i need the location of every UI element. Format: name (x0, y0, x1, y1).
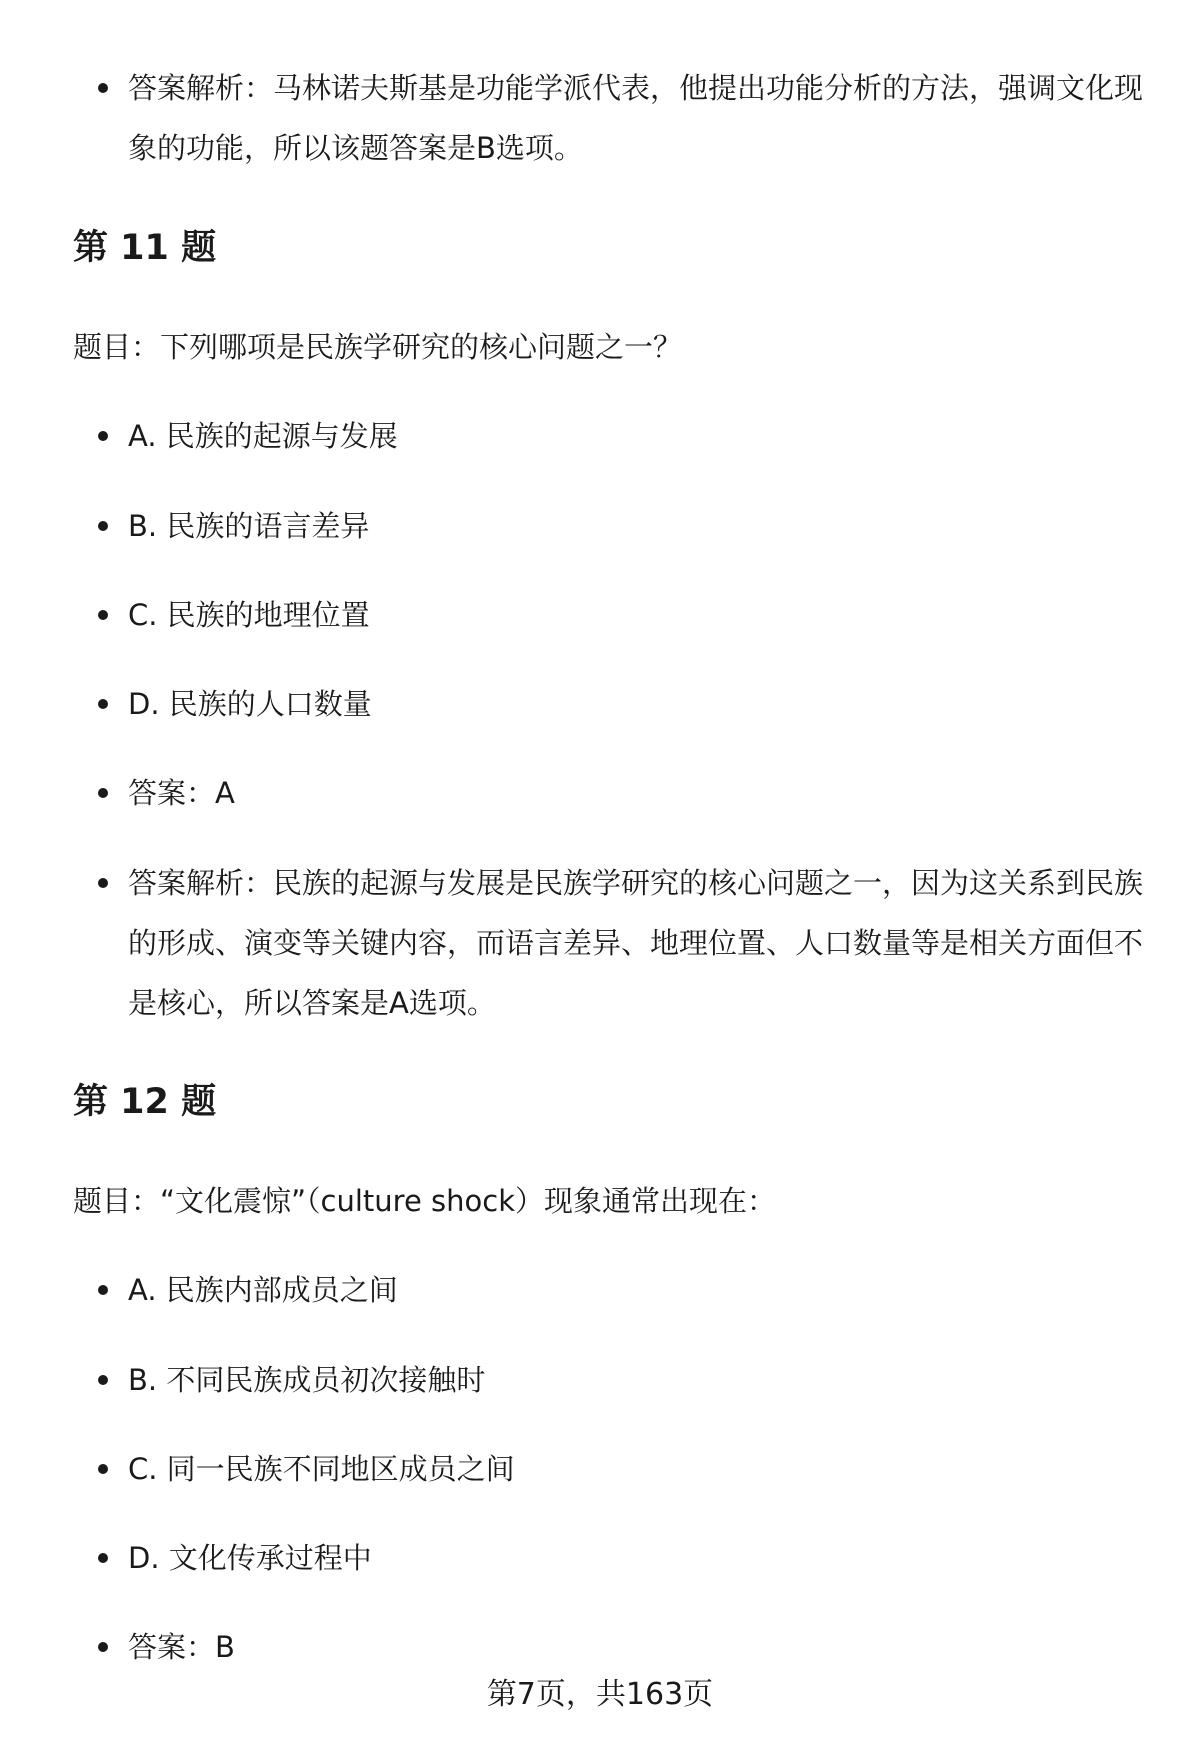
option-11-a (128, 406, 1148, 466)
option-text: A. 民族的起源与发展 (128, 419, 398, 453)
option-text: B. 不同民族成员初次接触时 (128, 1363, 486, 1397)
option-text: C. 同一民族不同地区成员之间 (128, 1452, 515, 1486)
option-12-a (128, 1260, 1148, 1320)
question-text-11: 题目：下列哪项是民族学研究的核心问题之一？ (73, 330, 683, 364)
answer-11 (128, 763, 1148, 823)
answer-text: 答案：A (128, 776, 235, 810)
option-12-b (128, 1350, 1148, 1410)
option-text: B. 民族的语言差异 (128, 509, 370, 543)
explanation-text: 答案解析：马林诺夫斯基是功能学派代表，他提出功能分析的方法，强调文化现象的功能，所以该题答案是B选项。 (128, 71, 1144, 165)
option-text: D. 文化传承过程中 (128, 1541, 372, 1575)
option-11-d (128, 674, 1148, 734)
page-number-footer: 第7页，共163页 (486, 1677, 714, 1712)
option-12-c (128, 1439, 1148, 1499)
explanation-11 (128, 853, 1148, 1033)
explanation-prev (128, 58, 1148, 178)
answer-text: 答案：B (128, 1630, 235, 1664)
explanation-text: 答案解析：民族的起源与发展是民族学研究的核心问题之一，因为这关系到民族的形成、演变等关键内容，而语言差异、地理位置、人口数量等是相关方面但不是核心，所以答案是A选项。 (128, 866, 1144, 1020)
answer-12 (128, 1617, 1148, 1677)
option-12-d (128, 1528, 1148, 1588)
option-text: D. 民族的人口数量 (128, 687, 372, 721)
option-text: C. 民族的地理位置 (128, 598, 370, 632)
question-heading-11: 第 11 题 (73, 228, 217, 268)
option-11-c (128, 585, 1148, 645)
option-11-b (128, 496, 1148, 556)
question-text-12: 题目：“文化震惊”（culture shock）现象通常出现在： (73, 1184, 776, 1218)
option-text: A. 民族内部成员之间 (128, 1273, 398, 1307)
question-heading-12: 第 12 题 (73, 1082, 217, 1122)
